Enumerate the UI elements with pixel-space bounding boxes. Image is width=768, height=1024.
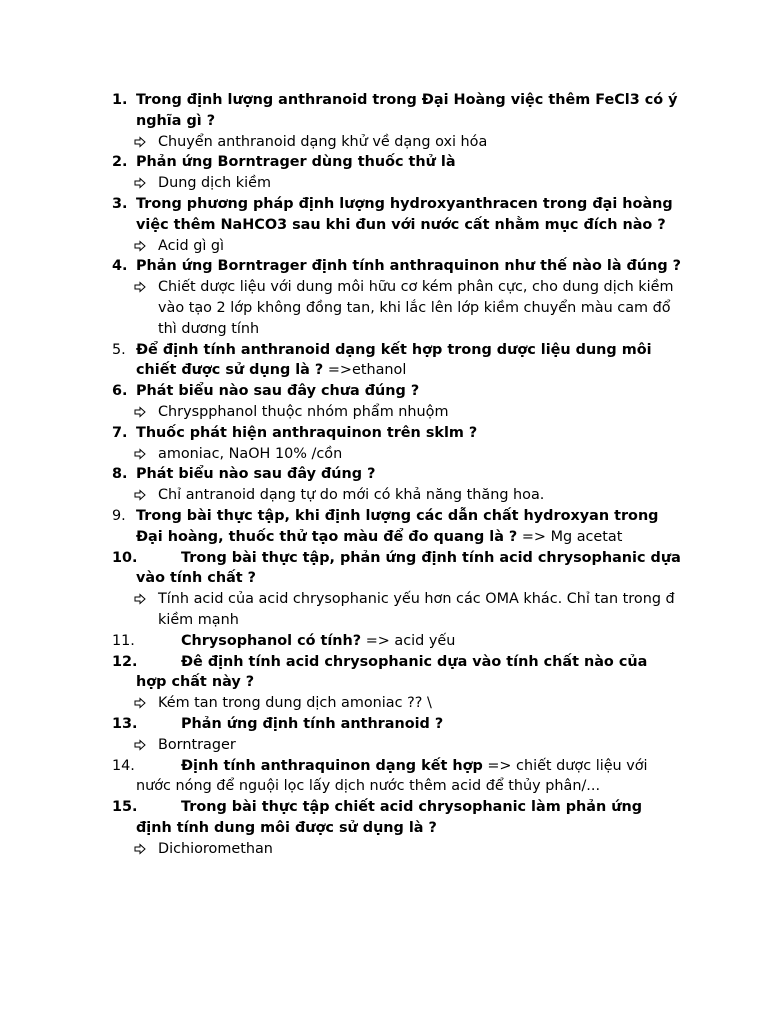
question-item-3 bbox=[112, 194, 682, 236]
arrow-bullet-icon bbox=[134, 277, 148, 297]
question-number: 2. bbox=[112, 154, 128, 171]
question-text: Đê định tính acid chrysophanic dựa vào tính chất nào của hợp chất này ? bbox=[136, 653, 648, 691]
question-number: 9. bbox=[112, 507, 126, 524]
inline-answer: => chiết dược liệu với nước nóng để nguội lọc lấy dịch nước thêm acid để thủy phân/... bbox=[136, 757, 648, 795]
arrow-bullet-icon bbox=[134, 589, 148, 609]
inline-answer: =>ethanol bbox=[327, 362, 407, 379]
answer-item-7 bbox=[112, 444, 682, 465]
question-number: 1. bbox=[112, 92, 128, 108]
answer-item-6 bbox=[112, 402, 682, 423]
question-text: Trong bài thực tập, khi định lượng các dẫn chất hydroxyan trong Đại hoàng, thuốc thử tạo màu để đo quang là ? bbox=[136, 507, 659, 545]
inline-answer: => acid yếu bbox=[365, 632, 456, 649]
question-item-2 bbox=[112, 152, 682, 173]
answer-text: Acid gì gì bbox=[158, 237, 225, 254]
answer-item-4 bbox=[112, 277, 682, 339]
answer-text: Chuyển anthranoid dạng khử về dạng oxi hóa bbox=[158, 133, 488, 150]
question-text: Thuốc phát hiện anthraquinon trên sklm ? bbox=[136, 424, 478, 441]
question-item-10 bbox=[112, 548, 682, 590]
question-text: Phản ứng Borntrager định tính anthraquinon như thế nào là đúng ? bbox=[136, 258, 682, 275]
arrow-bullet-icon bbox=[134, 693, 148, 713]
question-number: 15. bbox=[112, 799, 138, 816]
question-item-13 bbox=[112, 714, 682, 735]
question-number: 8. bbox=[112, 466, 128, 483]
question-text: Trong bài thực tập, phản ứng định tính acid chrysophanic dựa vào tính chất ? bbox=[136, 549, 681, 587]
answer-item-3 bbox=[112, 236, 682, 257]
question-text: Trong bài thực tập chiết acid chrysophanic làm phản ứng định tính dung môi được sử dụng là ? bbox=[136, 799, 643, 836]
question-number: 14. bbox=[112, 757, 135, 774]
arrow-bullet-icon bbox=[134, 735, 148, 755]
question-text: Phản ứng định tính anthranoid ? bbox=[181, 715, 444, 732]
question-item-6 bbox=[112, 381, 682, 402]
question-number: 6. bbox=[112, 383, 128, 400]
question-text: Phát biểu nào sau đây đúng ? bbox=[136, 466, 376, 483]
answer-item-13 bbox=[112, 735, 682, 756]
question-item-7 bbox=[112, 423, 682, 444]
question-item-15 bbox=[112, 797, 682, 839]
answer-text: amoniac, NaOH 10% /cồn bbox=[158, 445, 343, 462]
question-text: Trong định lượng anthranoid trong Đại Hoàng việc thêm FeCl3 có ý nghĩa gì ? bbox=[136, 92, 678, 129]
answer-item-10 bbox=[112, 589, 682, 631]
question-text: Phát biểu nào sau đây chưa đúng ? bbox=[136, 383, 420, 400]
arrow-bullet-icon bbox=[134, 173, 148, 193]
inline-answer: => Mg acetat bbox=[521, 528, 623, 545]
question-number: 7. bbox=[112, 424, 128, 441]
arrow-bullet-icon bbox=[134, 402, 148, 422]
answer-item-2 bbox=[112, 173, 682, 194]
question-text: Trong phương pháp định lượng hydroxyanthracen trong đại hoàng việc thêm NaHCO3 sau khi đun với nước cất nhằm mục đích nào ? bbox=[136, 195, 673, 233]
question-list bbox=[112, 90, 682, 859]
question-item-9 bbox=[112, 506, 682, 548]
question-text: Chrysophanol có tính? bbox=[181, 632, 362, 649]
arrow-bullet-icon bbox=[134, 839, 148, 859]
answer-text: Dichioromethan bbox=[158, 840, 273, 857]
answer-text: Tính acid của acid chrysophanic yếu hơn các OMA khác. Chỉ tan trong đ kiềm mạnh bbox=[158, 591, 675, 628]
answer-text: Kém tan trong dung dịch amoniac ?? \ bbox=[158, 695, 432, 712]
question-number: 10. bbox=[112, 549, 138, 566]
question-text: Để định tính anthranoid dạng kết hợp trong dược liệu dung môi chiết được sử dụng là ? bbox=[136, 341, 652, 379]
question-item-4 bbox=[112, 256, 682, 277]
question-item-14 bbox=[112, 756, 682, 798]
question-item-5 bbox=[112, 340, 682, 382]
arrow-bullet-icon bbox=[134, 236, 148, 256]
arrow-bullet-icon bbox=[134, 444, 148, 464]
answer-item-8 bbox=[112, 485, 682, 506]
question-item-1 bbox=[112, 90, 682, 132]
answer-text: Chiết dược liệu với dung môi hữu cơ kém phân cực, cho dung dịch kiềm vào tạo 2 lớp không đồng tan, khi lắc lên lớp kiềm chuyển màu cam đổ thì dương tính bbox=[158, 279, 674, 337]
answer-text: Chỉ antranoid dạng tự do mới có khả năng thăng hoa. bbox=[158, 487, 545, 504]
question-number: 3. bbox=[112, 195, 128, 212]
answer-item-12 bbox=[112, 693, 682, 714]
answer-text: Chryspphanol thuộc nhóm phẩm nhuộm bbox=[158, 403, 449, 420]
question-number: 13. bbox=[112, 715, 138, 732]
question-text: Định tính anthraquinon dạng kết hợp bbox=[181, 757, 483, 774]
question-item-8 bbox=[112, 464, 682, 485]
answer-text: Dung dịch kiềm bbox=[158, 175, 271, 192]
question-item-12 bbox=[112, 652, 682, 694]
question-number: 5. bbox=[112, 341, 126, 358]
arrow-bullet-icon bbox=[134, 485, 148, 505]
question-number: 11. bbox=[112, 632, 135, 649]
arrow-bullet-icon bbox=[134, 132, 148, 152]
answer-item-15 bbox=[112, 839, 682, 860]
question-text: Phản ứng Borntrager dùng thuốc thử là bbox=[136, 154, 456, 171]
question-number: 4. bbox=[112, 258, 128, 275]
question-number: 12. bbox=[112, 653, 138, 670]
answer-text: Borntrager bbox=[158, 736, 236, 753]
answer-item-1 bbox=[112, 132, 682, 153]
question-item-11 bbox=[112, 631, 682, 652]
